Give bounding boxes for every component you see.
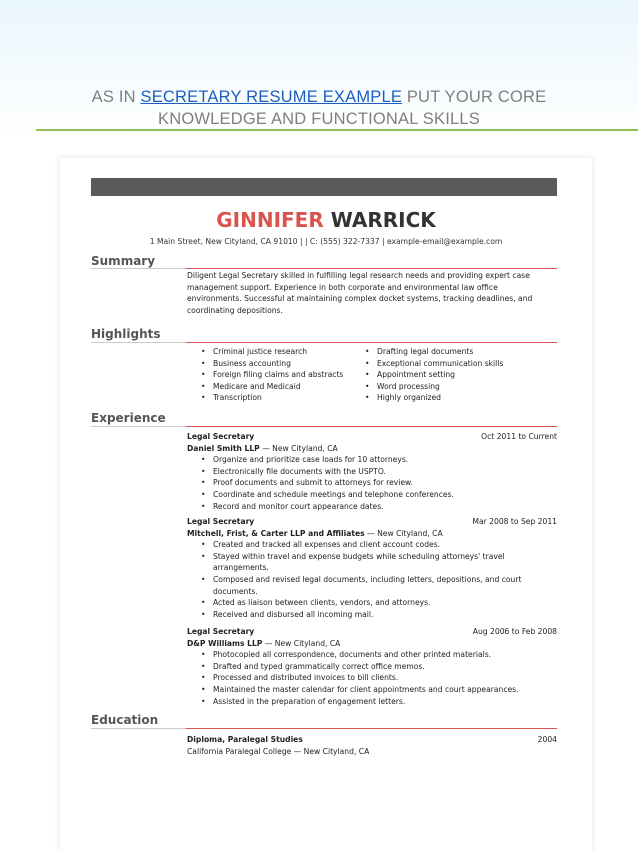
- job-bullet: • Coordinate and schedule meetings and telephone conferences.: [187, 489, 557, 501]
- job-company: Daniel Smith LLP: [187, 443, 260, 453]
- job-bullet: • Assisted in the preparation of engagement letters.: [187, 696, 557, 708]
- job-bullet: • Created and tracked all expenses and client account codes.: [187, 539, 557, 551]
- job-bullet: • Photocopied all correspondence, documents and other printed materials.: [187, 649, 557, 661]
- highlight-item: • Business accounting: [199, 358, 343, 370]
- job-bullet: • Processed and distributed invoices to bill clients.: [187, 672, 557, 684]
- job-bullets: [187, 649, 557, 707]
- job-title: Legal Secretary: [187, 517, 255, 526]
- job-bullets: [187, 539, 557, 620]
- job-bullet: • Proof documents and submit to attorneys for review.: [187, 477, 557, 489]
- title-line-2: KNOWLEDGE AND FUNCTIONAL SKILLS: [158, 110, 480, 128]
- job-bullet: • Record and monitor court appearance dates.: [187, 501, 557, 513]
- job-bullet: • Maintained the master calendar for client appointments and court appearances.: [187, 684, 557, 696]
- section-heading-education: Education: [91, 713, 159, 727]
- highlight-item: • Word processing: [363, 381, 503, 393]
- job-bullet: • Drafted and typed grammatically correct office memos.: [187, 661, 557, 673]
- highlight-item: • Drafting legal documents: [363, 346, 503, 358]
- job-location: — New Cityland, CA: [259, 443, 338, 453]
- section-accent-rule: [186, 728, 557, 729]
- highlight-item: • Criminal justice research: [199, 346, 343, 358]
- job-dates: Mar 2008 to Sep 2011: [472, 517, 557, 526]
- job-dates: Aug 2006 to Feb 2008: [472, 627, 557, 636]
- highlight-item: • Highly organized: [363, 392, 503, 404]
- job-company: Mitchell, Frist, & Carter LLP and Affiliates: [187, 528, 365, 538]
- degree: Diploma, Paralegal Studies: [187, 735, 303, 744]
- section-accent-rule: [186, 342, 557, 343]
- resume-name: [60, 208, 592, 232]
- resume-header-bar: [91, 178, 557, 196]
- job-title: Legal Secretary: [187, 432, 255, 441]
- highlight-item: • Exceptional communication skills: [363, 358, 503, 370]
- section-accent-rule: [186, 426, 557, 427]
- title-suffix: PUT YOUR CORE: [402, 88, 547, 106]
- highlight-item: • Foreign filing claims and abstracts: [199, 369, 343, 381]
- section-heading-experience: Experience: [91, 411, 166, 425]
- job-bullet: • Received and disbursed all incoming mail.: [187, 609, 557, 621]
- highlights-left-list: [199, 346, 343, 404]
- job-bullets: [187, 454, 557, 512]
- job-bullet: • Electronically file documents with the USPTO.: [187, 466, 557, 478]
- job-entry: [187, 626, 557, 707]
- title-prefix: AS IN: [91, 88, 141, 106]
- job-title: Legal Secretary: [187, 627, 255, 636]
- job-company: D&P Williams LLP: [187, 638, 263, 648]
- section-heading-highlights: Highlights: [91, 327, 161, 341]
- school-location: — New Cityland, CA: [291, 746, 370, 756]
- school-name: California Paralegal College: [187, 746, 292, 756]
- highlight-item: • Medicare and Medicaid: [199, 381, 343, 393]
- job-location: — New Cityland, CA: [262, 638, 341, 648]
- job-bullet: • Organize and prioritize case loads for 10 attorneys.: [187, 454, 557, 466]
- slide-title: [0, 86, 638, 130]
- job-bullet: • Composed and revised legal documents, including letters, depositions, and court documents.: [187, 574, 557, 597]
- job-entry: [187, 516, 557, 620]
- job-entry: [187, 431, 557, 512]
- highlight-item: • Transcription: [199, 392, 343, 404]
- last-name: WARRICK: [330, 208, 436, 232]
- resume-page: [60, 158, 592, 851]
- job-bullet: • Stayed within travel and expense budgets while scheduling attorneys' travel arrangements.: [187, 551, 557, 574]
- job-bullet: • Acted as liaison between clients, vendors, and attorneys.: [187, 597, 557, 609]
- section-accent-rule: [186, 268, 557, 269]
- contact-line: 1 Main Street, New Cityland, CA 91010 | | C: (555) 322-7337 | example-email@example.com: [149, 237, 503, 246]
- education-entry: [187, 734, 557, 757]
- highlights-right-list: [363, 346, 503, 404]
- highlight-item: • Appointment setting: [363, 369, 503, 381]
- secretary-resume-example-link[interactable]: SECRETARY RESUME EXAMPLE: [140, 88, 403, 106]
- graduation-year: 2004: [537, 735, 557, 744]
- summary-text: Diligent Legal Secretary skilled in fulfilling legal research needs and providing expert case management support. Experience in both corporate and environmental law office environments. Successful at maintaining complex docket systems, tracking deadlines, and coordinating depositions.: [187, 271, 533, 315]
- job-dates: Oct 2011 to Current: [481, 432, 557, 441]
- title-underline: [36, 129, 638, 131]
- job-location: — New Cityland, CA: [364, 528, 443, 538]
- first-name: GINNIFER: [216, 208, 324, 232]
- section-heading-summary: Summary: [91, 254, 156, 268]
